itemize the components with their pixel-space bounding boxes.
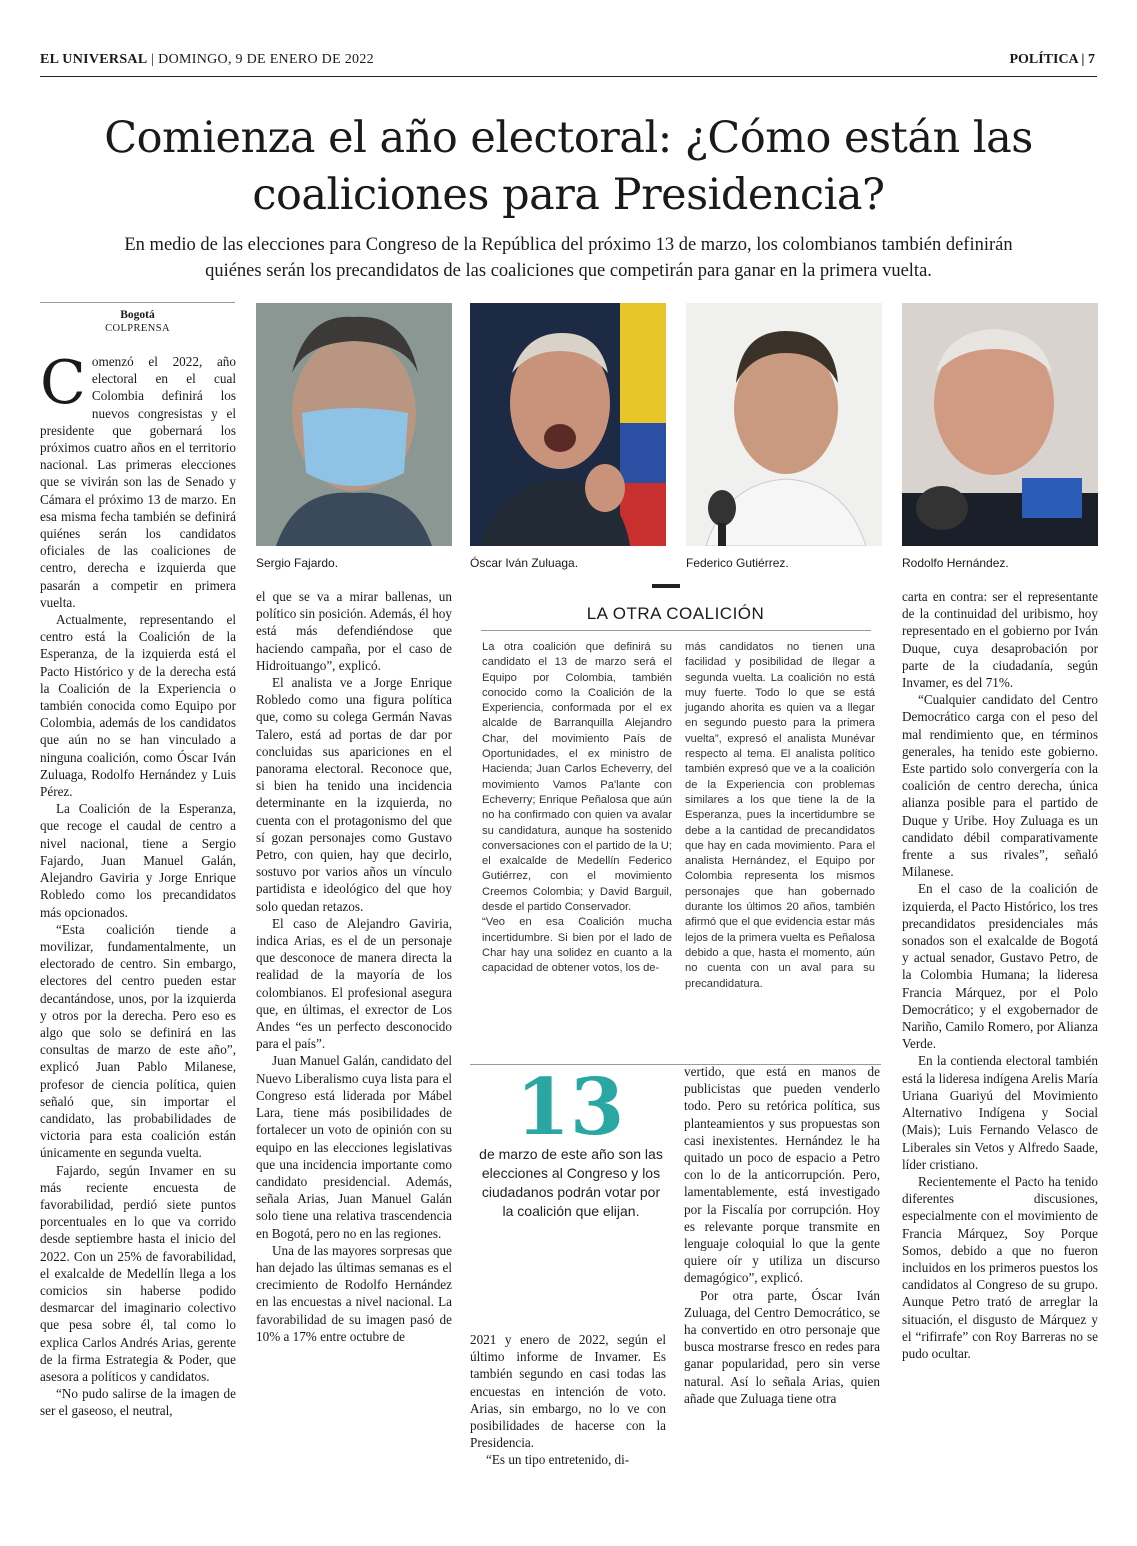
- header-rule: [40, 76, 1097, 77]
- article-paragraph: En el caso de la coalición de izquierda, el Pacto Histórico, los tres precandidatos presidenciales más sonados son el exalcalde de Bogotá y actual senador, Gustavo Petro, de la Colombia Humana; la lideresa Francia Márquez, por el Polo Democrático; y el exgobernador de Nariño, Camilo Romero, por Alianza Verde.: [902, 881, 1098, 1052]
- sidebar-divider: [481, 630, 871, 631]
- article-paragraph: Recientemente el Pacto ha tenido diferentes discusiones, especialmente con el movimiento de Francia Márquez, Soy Porque Somos, debido a que no fueron incluidos en los primeros puestos los candidatos al Congreso de su grupo. Aunque Petro trató de arreglar la situación, el disgusto de Márquez y el “rifirrafe” con Roy Barreras no se pudo ocultar.: [902, 1173, 1098, 1361]
- sidebar-title: LA OTRA COALICIÓN: [586, 604, 765, 623]
- caption-federico-gutierrez: Federico Gutiérrez.: [686, 556, 789, 570]
- article-paragraph: En la contienda electoral también está la lideresa indígena Arelis María Uriana Guariyú del Movimiento Alternativo Indígena y Social (Mais); Luis Fernando Velasco de Liberales sin Vetos y Alfredo Saade, líder cristiano.: [902, 1053, 1098, 1172]
- article-paragraph: “Cualquier candidato del Centro Democrático carga con el peso del mal rendimiento que, en términos generales, ha tenido este gobierno. Este partido solo convergería con la coalición de centro derecha, única alianza posible para el partido de Duque y Uribe. Hoy Zuluaga es un candidato débil comparativamente frente a sus rivales”, señaló Milanese.: [902, 692, 1098, 880]
- paragraph-text: omenzó el 2022, año electoral en el cual Colombia definirá los nuevos congresistas y el presidente que gobernará los próximos cuatro años en el territorio nacional. Las primeras elecciones que se vivirán son las de Senado y Cámara el próximo 13 de marzo. En esa misma fecha también se definirá quiénes serán los candidatos oficiales de las coaliciones de centro, derecha e izquierda que pasarán a competir en primera vuelta.: [40, 354, 236, 610]
- article-paragraph: “No pudo salirse de la imagen de ser el gaseoso, el neutral,: [40, 1386, 236, 1419]
- deck: En medio de las elecciones para Congreso de la República del próximo 13 de marzo, los colombianos también definirán quiénes serán los precandidatos de las coaliciones que competirán para ganar en la primera vuelta.: [124, 235, 1013, 281]
- article-paragraph: El caso de Alejandro Gaviria, indica Arias, es el de un personaje que desconoce de manera directa la realidad de la mayoría de los colombianos. El profesional asegura que, en últimas, el exrector de Los Andes “es un perfecto desconocido para el país”.: [256, 915, 452, 1052]
- headline: Comienza el año electoral: ¿Cómo están las coaliciones para Presidencia?: [104, 113, 1033, 220]
- byline-city: Bogotá: [120, 309, 155, 321]
- article-paragraph: “Es un tipo entretenido, di-: [486, 1452, 630, 1468]
- article-paragraph: Fajardo, según Invamer en su más reciente encuesta de favorabilidad, perdió siete puntos porcentuales en lo que va corrido desde septiembre hasta el inicio del 2022. Con un 25% de favorabilidad, el exalcalde de Medellín llega a los comicios sin haberse podido desmarcar del imaginario colectivo que pesa sobre él, tal como lo explica Carlos Andrés Arias, gerente de la firma Estrategia & Poder, que asesora a políticos y candidatos.: [40, 1162, 236, 1384]
- article-column-5: [902, 588, 1098, 1362]
- drop-cap: C: [40, 348, 86, 418]
- article-column-2: [256, 588, 452, 1345]
- highlight-text: de marzo de este año son las elecciones al Congreso y los ciudadanos podrán votar por la coalición que elijan.: [479, 1146, 663, 1219]
- article-paragraph: “Esta coalición tiende a movilizar, fundamentalmente, un electorado de centro. Sin embargo, electores del centro pueden estar decantándose, unos, por la izquierda y otros por la derecha. Pero eso es algo que solo se definirá en las consultas de marzo de este año”, explicó Juan Pablo Milanese, profesor de ciencia política, quien señaló que, sin importar el candidato, las probabilidades de victoria para esta coalición están únicamente en segunda vuelta.: [40, 921, 236, 1161]
- article-column-3: [470, 1331, 666, 1469]
- article-paragraph: vertido, que está en manos de publicistas que pueden venderlo todo. Pero su retórica política, sus planteamientos y sus propuestas son casi inexistentes. Hernández le ha quitado un poco de espacio a Petro con lo de la anticorrupción. Pero, lamentablemente, está investigado por la Fiscalía por corrupción. Hoy es relevante porque transmite en lenguaje coloquial lo que la gente quiere oír y utiliza un discurso demagógico”, explicó.: [684, 1064, 880, 1286]
- photo-sergio-fajardo: [256, 303, 452, 546]
- masthead: [40, 52, 374, 68]
- caption-sergio-fajardo: Sergio Fajardo.: [256, 556, 339, 570]
- paper-name: EL UNIVERSAL: [40, 52, 148, 67]
- section-name: POLÍTICA: [1009, 52, 1078, 67]
- caption-oscar-ivan-zuluaga: Óscar Iván Zuluaga.: [470, 556, 579, 570]
- article-paragraph: carta en contra: ser el representante de la continuidad del uribismo, hoy representado en el gobierno por Iván Duque, cuya desaprobación por parte de la ciudadanía, según Invamer, es del 71%.: [902, 589, 1098, 691]
- photo-oscar-ivan-zuluaga: [470, 303, 666, 546]
- page-number: | 7: [1081, 52, 1095, 67]
- byline: [40, 302, 235, 335]
- sidebar-paragraph: La otra coalición que definirá su candidato el 13 de marzo será el Equipo por Colombia, también conocido como la Coalición de la Experiencia, conformada por el ex alcalde de Barranquilla Alejandro Char, del movimiento País de Oportunidades, el ex ministro de Hacienda; Juan Carlos Echeverry, del movimiento Vamos Pa'lante con Echeverry; Enrique Peñalosa que aún no ha confirmado con quien va avalar su candidatura, aunque ha sostenido conversaciones con el partido de la U; el exalcalde de Medellín Federico Gutiérrez, con el movimiento Creemos Colombia; y David Barguil, desde el partido Conservador.: [482, 641, 672, 914]
- sidebar-marker: [652, 584, 680, 588]
- article-paragraph: el que se va a mirar ballenas, un político sin posición. Además, él hoy está más defendiéndose que haciendo campaña, por el caso de Hidroituango”, explicó.: [256, 589, 452, 673]
- sidebar-column-2: [685, 640, 875, 992]
- article-paragraph: Una de las mayores sorpresas que han dejado las últimas semanas es el crecimiento de Rodolfo Hernández en las encuestas a nivel nacional. La favorabilidad de su imagen pasó de 10% a 17% entre octubre de: [256, 1242, 452, 1344]
- article-column-1: [40, 348, 236, 1420]
- article-paragraph: [40, 348, 236, 611]
- photo-rodolfo-hernandez: [902, 303, 1098, 546]
- section-label: [1009, 52, 1095, 68]
- issue-date: | DOMINGO, 9 DE ENERO DE 2022: [151, 52, 374, 67]
- article-paragraph: La Coalición de la Esperanza, que recoge el caudal de centro a nivel nacional, tiene a Sergio Fajardo, Juan Manuel Galán, Alejandro Gaviria y Jorge Enrique Robledo como los precandidatos más opcionados.: [40, 801, 236, 920]
- article-paragraph: Actualmente, representando el centro está la Coalición de la Esperanza, de la izquierda está el Pacto Histórico y de la derecha está la Coalición de la Experiencia o también conocida como Equipo por Colombia, además de los candidatos que aún no se han vinculado a ninguna coalición, como Óscar Iván Zuluaga, Rodolfo Hernández y Luis Pérez.: [40, 612, 236, 800]
- article-paragraph: Juan Manuel Galán, candidato del Nuevo Liberalismo cuya lista para el Congreso está liderada por Mábel Lara, tiene más posibilidades de fortalecer un voto de opinión con su equipo en las elecciones legislativas que una incidencia importante como candidato presidencial. Además, señala Arias, Juan Manuel Galán solo tiene una relativa trascendencia en Bogotá, pero no en las regiones.: [256, 1053, 452, 1241]
- sidebar-paragraph: “Veo en esa Coalición mucha incertidumbre. Si bien por el lado de Char hay una solidez en cuanto a la capacidad de obtener votos, los de-: [482, 916, 672, 975]
- article-column-4: [684, 1063, 880, 1407]
- sidebar-paragraph: más candidatos no tienen una facilidad y posibilidad de llegar a segunda vuelta. La coalición no está muy fuerte. Todo lo que se está jugando ahorita es quien va a llegar en segundo puesto para la primera vuelta”, expresó el analista Munévar respecto al tema. El analista político también expresó que ve a la coalición de la Experiencia con problemas similares a los que tiene la de la Esperanza, pues la incertidumbre se debe a la cantidad de precandidatos que hay en cada movimiento. Para el analista Hernández, el Equipo por Colombia representa los mismos personajes que han gobernado durante los últimos 20 años, también afirmó que el que evidencia estar más lejos de la primera vuelta es Peñalosa debido a que, hasta el momento, aún no cuenta con un aval para su precandidatura.: [685, 641, 875, 990]
- article-paragraph: Por otra parte, Óscar Iván Zuluaga, del Centro Democrático, se ha convertido en otro personaje que busca mostrarse fresco en redes para ganar popularidad, pero sin verse natural. Así lo señala Arias, quien añade que Zuluaga tiene otra: [684, 1287, 880, 1406]
- article-paragraph: El analista ve a Jorge Enrique Robledo como una figura política que, como su colega Germán Navas Talero, está ad portas de dar por concluidas sus apariciones en el panorama electoral. Reconoce que, si bien ha tenido una incidencia determinante en la izquierda, no cuenta con el protagonismo del que sí gozan personajes como Gustavo Petro, con quien, hay que decirlo, sostuvo por varios años un vínculo partidista e ideológico del que hoy solo quedan retazos.: [256, 675, 452, 914]
- article-paragraph: 2021 y enero de 2022, según el último informe de Invamer. Es también segundo en casi todas las encuestas en intención de voto. Arias, sin embargo, no lo ve con posibilidades de hacerse con la Presidencia.: [470, 1332, 666, 1451]
- caption-rodolfo-hernandez: Rodolfo Hernández.: [902, 556, 1009, 570]
- highlight-number: 13: [515, 1062, 625, 1153]
- sidebar-column-1: [482, 640, 672, 977]
- photo-federico-gutierrez: [686, 303, 882, 546]
- byline-agency: COLPRENSA: [105, 323, 170, 334]
